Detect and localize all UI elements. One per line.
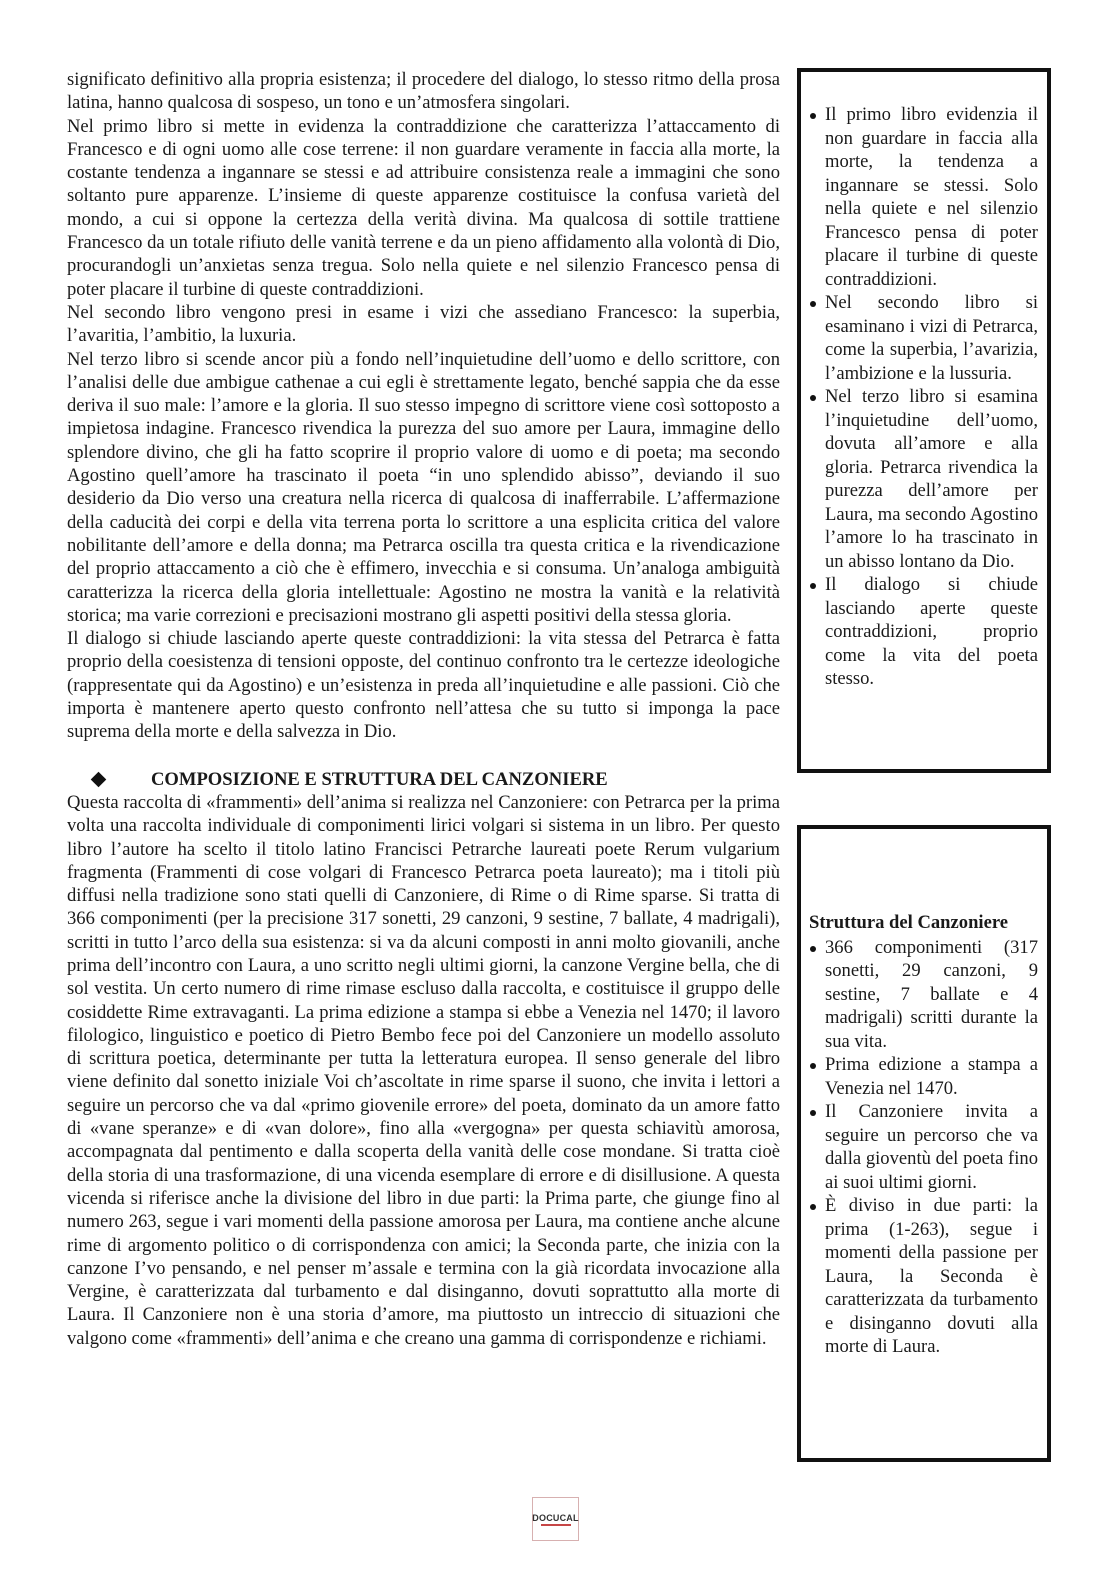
paragraph: Nel primo libro si mette in evidenza la contraddizione che caratterizza l’attaccamento di Francesco e di ogni uomo alle cose terrene: il non guardare veramente in faccia alla morte, la costante tendenza a ingannare se stessi e ad attribuire consistenza reale a immagini che sono soltanto pure apparenze. L’insieme di queste apparenze costituisce la confusa varietà del mondo, a cui si oppone la certezza della verità divina. Ma qualcosa di sottile trattiene Francesco da un totale rifiuto delle vanità terrene e da un pieno affidamento alla volontà di Dio, procurandogli un’anxietas senza tregua. Solo nella quiete e nel silenzio Francesco pensa di poter placare il turbine di queste contraddizioni. — [67, 115, 780, 300]
list-item: Nel terzo libro si esamina l’inquietudine dell’uomo, dovuta all’amore e alla gloria. Petrarca rivendica la purezza dell’amore per Laura, ma secondo Agostino l’amore lo ha trascinato in un abisso lontano da Dio. — [809, 385, 1038, 573]
diamond-bullet-icon — [91, 771, 107, 787]
section-heading-text: COMPOSIZIONE E STRUTTURA DEL CANZONIERE — [151, 768, 608, 790]
footer-logo — [532, 1497, 579, 1541]
summary-list — [809, 936, 1038, 1359]
paragraph: Questa raccolta di «frammenti» dell’anima si realizza nel Canzoniere: con Petrarca per la prima volta una raccolta individuale di componimenti lirici volgari si sistema in un libro. Per questo libro l’autore ha scelto il titolo latino Francisci Petrarche laureati poete Rerum vulgarium fragmenta (Frammenti di cose volgari di Francesco Petrarca poeta laureato); ma i titoli più diffusi nella tradizione sono stati quelli di Canzoniere, di Rime o di Rime sparse. Si tratta di 366 componimenti (per la precisione 317 sonetti, 29 canzoni, 9 sestine, 7 ballate, 4 madrigali), scritti in tutto l’arco della sua esistenza: si va da alcuni composti in anni molto giovanili, anche prima dell’incontro con Laura, a uno scritto negli ultimi giorni, la canzone Vergine bella, che di sol vestita. Un certo numero di rime rimase escluso dalla raccolta, e costituisce il gruppo delle cosiddette Rime extravaganti. La prima edizione a stampa si ebbe a Venezia nel 1470; il lavoro filologico, linguistico e poetico di Pietro Bembo fece poi del Canzoniere un modello assoluto di scrittura poetica, determinante per tutta la letteratura europea. Il senso generale del libro viene definito dal sonetto iniziale Voi ch’ascoltate in rime sparse il suono, che invita i lettori a seguire un percorso che va dal «primo giovenile errore» del poeta, dominato da un amore fatto di «vane speranze» e di «van dolore», fino alla «vergogna» per questa schiavitù amorosa, accompagnata dal pentimento e dalla scoperta della vanità delle cose mondane. Si tratta cioè della storia di una trasformazione, di una vicenda esemplare di errore e di disillusione. A questa vicenda si riferisce anche la divisione del libro in due parti: la Prima parte, che giunge fino al numero 263, segue i vari momenti della passione amorosa per Laura, ma contiene anche alcune rime di argomento politico o di corrispondenza con amici; la Seconda parte, che inizia con la canzone I’vo pensando, e nel penser m’assale e termina con la già ricordata invocazione alla Vergine, è caratterizzata dal turbamento e dal disinganno, dovuti soprattutto alla morte di Laura. Il Canzoniere non è una storia d’amore, ma piuttosto un intreccio di situazioni che valgono come «frammenti» dell’anima e che creano una gamma di corrispondenze e richiami. — [67, 791, 780, 1349]
paragraph: Il dialogo si chiude lasciando aperte queste contraddizioni: la vita stessa del Petrarca è fatta proprio della coesistenza di tensioni opposte, del continuo confronto tra le certezze ideologiche (rappresentate qui da Agostino) e un’esistenza in preda all’inquietudine e alle passioni. Ciò che importa è mantenere aperto questo confronto nell’attesa che su tutto si imponga la pace suprema della morte e della salvezza in Dio. — [67, 628, 780, 743]
section-heading — [67, 768, 780, 791]
summary-list — [809, 103, 1038, 691]
logo-text: DOCUCAL — [532, 1512, 579, 1523]
list-item: Il Canzoniere invita a seguire un percorso che va dalla gioventù del poeta fino ai suoi ultimi giorni. — [809, 1100, 1038, 1194]
paragraph: significato definitivo alla propria esistenza; il procedere del dialogo, lo stesso ritmo della prosa latina, hanno qualcosa di sospeso, un tono e un’atmosfera singolari. — [67, 69, 780, 114]
summary-box-bottom — [797, 825, 1051, 1462]
paragraph: Nel secondo libro vengono presi in esame i vizi che assediano Francesco: la superbia, l’avaritia, l’ambitio, la luxuria. — [67, 301, 780, 347]
summary-box-title: Struttura del Canzoniere — [809, 912, 1009, 933]
main-text-column — [67, 68, 780, 1350]
paragraph: Nel terzo libro si scende ancor più a fondo nell’inquietudine dell’uomo e dello scrittore, con l’analisi delle due ambigue cathenae a cui egli è strettamente legato, benché sappia che da esse deriva il suo male: l’amore e la gloria. Il suo stesso impegno di scrittore viene così sottoposto a impietosa indagine. Francesco rivendica la purezza del suo amore per Laura, immagine dello splendore divino, che gli ha fatto scoprire il proprio valore di uomo e di poeta; ma secondo Agostino quell’amore ha trascinato il poeta “in uno splendido abisso”, deviando il suo desiderio da Dio verso una creatura nella ricerca di qualcosa di inafferrabile. L’affermazione della caducità dei corpi e della vita terrena porta lo scrittore a una esplicita critica del valore nobilitante dell’amore e della donna; ma Petrarca oscilla tra questa critica e la rivendicazione del proprio attaccamento a ciò che è effimero, invecchia e si consuma. Un’analoga ambiguità caratterizza la ricerca della gloria intellettuale: Agostino ne mostra la vanità e la relatività storica; ma varie correzioni e precisazioni mostrano gli aspetti positivi della stessa gloria. — [67, 348, 780, 626]
list-item: 366 componimenti (317 sonetti, 29 canzoni, 9 sestine, 7 ballate e 4 madrigali) scritti durante la sua vita. — [809, 936, 1038, 1054]
list-item: Nel secondo libro si esaminano i vizi di Petrarca, come la superbia, l’avarizia, l’ambizione e la lussuria. — [809, 291, 1038, 385]
list-item: Il primo libro evidenzia il non guardare in faccia alla morte, la tendenza a ingannare se stessi. Solo nella quiete e nel silenzio Francesco pensa di poter placare il turbine di queste contraddizioni. — [809, 103, 1038, 291]
list-item: È diviso in due parti: la prima (1-263), segue i momenti della passione per Laura, la Seconda è caratterizzata da turbamento e disinganno dovuti alla morte di Laura. — [809, 1194, 1038, 1359]
logo-accent-bar — [541, 1524, 571, 1526]
list-item: Prima edizione a stampa a Venezia nel 1470. — [809, 1053, 1038, 1100]
list-item: Il dialogo si chiude lasciando aperte queste contraddizioni, proprio come la vita del poeta stesso. — [809, 573, 1038, 691]
summary-box-top — [797, 68, 1051, 773]
